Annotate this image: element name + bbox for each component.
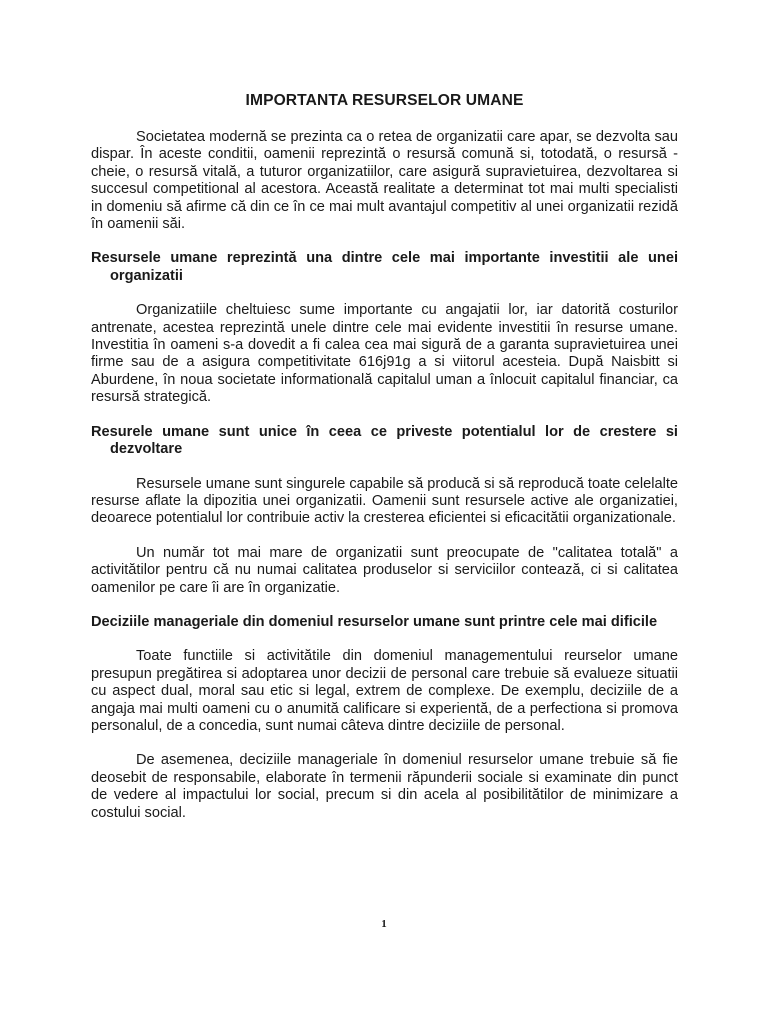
- intro-paragraph: Societatea modernă se prezinta ca o retea de organizatii care apar, se dezvolta sau dispar. În aceste conditii, oamenii reprezintă o resursă comună si, totodată, o resursă - cheie, o resursă vitală, a tuturor organizatiilor, care asigură supravietuirea, dezvoltarea si succesul competitional al acestora. Această realitate a determinat tot mai multi specialisti in domeniu să afirme că din ce în ce mai mult avantajul competitiv al unei organizatii rezidă în oamenii săi.: [91, 129, 678, 233]
- section-2-paragraph-1: Resursele umane sunt singurele capabile să producă si să reproducă toate celelalte resurse aflate la dipozitia unei organizatii. Oamenii sunt resursele active ale organizatiei, deoarece potentialul lor contribuie activ la cresterea eficientei si eficacitătii organizationale.: [91, 475, 678, 527]
- section-heading-1: Resursele umane reprezintă una dintre cele mai importante investitii ale unei organizatii: [91, 250, 678, 284]
- section-heading-2: Resurele umane sunt unice în ceea ce priveste potentialul lor de crestere si dezvoltare: [91, 423, 678, 458]
- section-3-paragraph-2: De asemenea, deciziile manageriale în domeniul resurselor umane trebuie să fie deosebit de responsabile, elaborate în termenii răpunderii sociale si examinate din punct de vedere al impactului lor social, precum si din acela al posibilitătilor de minimizare a costului social.: [91, 752, 678, 821]
- section-2-paragraph-2: Un număr tot mai mare de organizatii sunt preocupate de "calitatea totală" a activitătilor pentru că nu numai calitatea produselor si serviciilor contează, ci si calitatea oamenilor pe care îi are în organizatie.: [91, 544, 678, 596]
- section-3-paragraph-1: Toate functiile si activitătile din domeniul managementului reurselor umane presupun pregătirea si adoptarea unor decizii de personal care trebuie să evalueze situatii cu aspect dual, moral sau etic si legal, extrem de complexe. De exemplu, deciziile de a angaja mai multi oameni cu o anumită calificare si experientă, de a perfectiona si promova personalul, de a concedia, sunt numai câteva dintre deciziile de personal.: [91, 648, 678, 734]
- section-heading-3: Deciziile manageriale din domeniul resurselor umane sunt printre cele mai dificile: [91, 613, 658, 630]
- page-number: 1: [381, 918, 387, 930]
- document-title: IMPORTANTA RESURSELOR UMANE: [245, 92, 524, 109]
- document-body: [91, 91, 678, 822]
- section-1-paragraph-1: Organizatiile cheltuiesc sume importante cu angajatii lor, iar datorită costurilor antrenate, acestea reprezintă unele dintre cele mai evidente investitii în resurse umane. Investitia în oameni s-a dovedit a fi calea cea mai sigură de a garanta supravietuirea unei firme sau de a asigura competitivitate 616j91g a si viitorul acesteia. După Naisbitt si Aburdene, în noua societate informatională capitalul uman a înlocuit capitalul financiar, ca resursă strategică.: [91, 302, 678, 406]
